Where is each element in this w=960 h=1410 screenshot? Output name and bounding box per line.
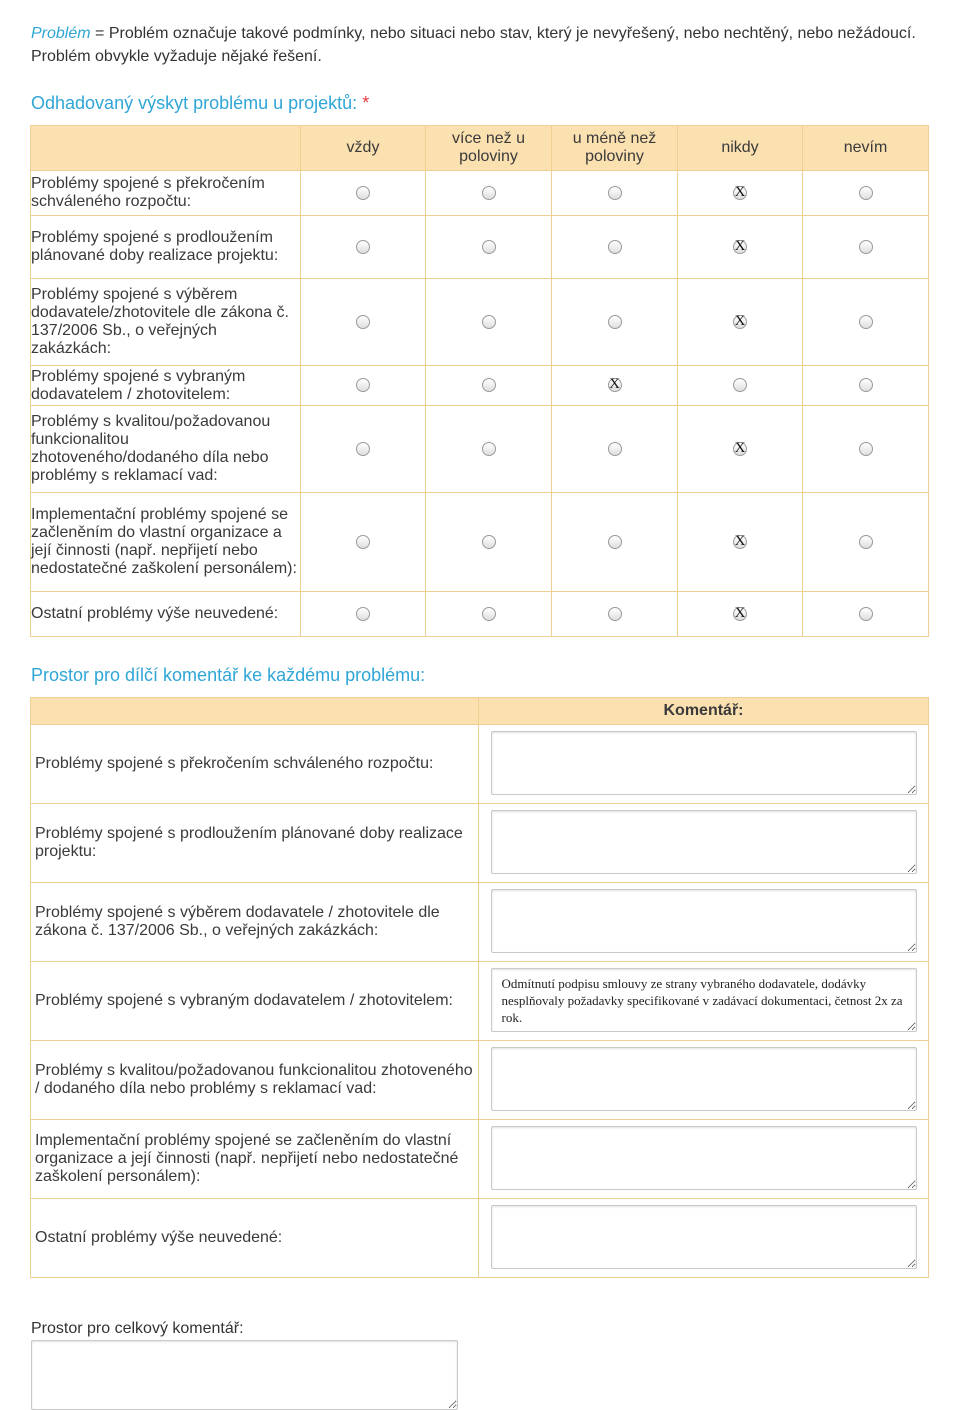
occurrence-header-row <box>31 126 929 171</box>
column-header: více než u poloviny <box>426 126 552 171</box>
comment-input-cell <box>479 883 929 962</box>
overall-comment-label: Prostor pro celkový komentář: <box>31 1320 244 1337</box>
radio-button[interactable] <box>859 186 873 200</box>
occurrence-table <box>30 125 929 637</box>
occurrence-option-cell <box>803 406 929 493</box>
comment-row <box>31 804 929 883</box>
comment-textarea[interactable] <box>491 968 917 1032</box>
column-header: nevím <box>803 126 929 171</box>
occurrence-row-label: Problémy spojené s výběrem dodavatele/zhotovitele dle zákona č. 137/2006 Sb., o veřejných zakázkách: <box>31 279 301 366</box>
comment-textarea[interactable] <box>491 1126 917 1190</box>
occurrence-option-cell <box>678 592 803 637</box>
occurrence-row-label: Ostatní problémy výše neuvedené: <box>31 592 301 637</box>
comment-textarea[interactable] <box>491 1047 917 1111</box>
comment-row <box>31 1199 929 1278</box>
occurrence-option-cell <box>426 279 552 366</box>
comment-row-label: Implementační problémy spojené se začleněním do vlastní organizace a její činnosti (např. nepřijetí nebo nedostatečné zaškolení personálem): <box>31 1120 479 1199</box>
column-header: vždy <box>301 126 426 171</box>
radio-button[interactable] <box>482 607 496 621</box>
occurrence-header-blank <box>31 126 301 171</box>
comment-row <box>31 883 929 962</box>
comments-header-row <box>31 698 929 725</box>
comment-row <box>31 725 929 804</box>
occurrence-option-cell <box>301 279 426 366</box>
comments-table <box>30 697 929 1278</box>
comment-textarea[interactable] <box>491 889 917 953</box>
occurrence-option-cell <box>552 406 678 493</box>
occurrence-title <box>31 93 369 114</box>
occurrence-option-cell <box>301 366 426 406</box>
occurrence-option-cell <box>803 171 929 216</box>
radio-selected[interactable] <box>733 186 747 200</box>
occurrence-option-cell <box>301 493 426 592</box>
occurrence-option-cell <box>678 366 803 406</box>
occurrence-option-cell <box>803 279 929 366</box>
occurrence-option-cell <box>552 366 678 406</box>
radio-button[interactable] <box>356 315 370 329</box>
radio-selected[interactable] <box>733 240 747 254</box>
intro-paragraph <box>31 22 921 68</box>
comment-row <box>31 1041 929 1120</box>
comment-input-cell <box>479 1120 929 1199</box>
comment-input-cell <box>479 1199 929 1278</box>
overall-comment-textarea[interactable] <box>31 1340 458 1410</box>
occurrence-option-cell <box>803 493 929 592</box>
occurrence-option-cell <box>678 493 803 592</box>
occurrence-option-cell <box>552 279 678 366</box>
radio-button[interactable] <box>859 607 873 621</box>
comment-textarea[interactable] <box>491 731 917 795</box>
intro-keyword: Problém <box>31 25 91 42</box>
comments-header-blank <box>31 698 479 725</box>
comment-row <box>31 962 929 1041</box>
comment-row-label: Problémy spojené s překročením schváleného rozpočtu: <box>31 725 479 804</box>
comment-input-cell <box>479 804 929 883</box>
occurrence-option-cell <box>301 592 426 637</box>
radio-selected[interactable] <box>608 378 622 392</box>
occurrence-option-cell <box>803 592 929 637</box>
occurrence-row-label: Problémy spojené s prodloužením plánované doby realizace projektu: <box>31 216 301 279</box>
occurrence-option-cell <box>426 493 552 592</box>
radio-button[interactable] <box>356 535 370 549</box>
comment-textarea[interactable] <box>491 1205 917 1269</box>
occurrence-option-cell <box>678 171 803 216</box>
occurrence-row <box>31 366 929 406</box>
radio-selected[interactable] <box>733 315 747 329</box>
occurrence-option-cell <box>426 171 552 216</box>
radio-button[interactable] <box>608 315 622 329</box>
radio-button[interactable] <box>608 535 622 549</box>
intro-text: = Problém označuje takové podmínky, nebo situaci nebo stav, který je nevyřešený, nebo nechtěný, nebo nežádoucí. Problém obvykle vyžaduje nějaké řešení. <box>31 25 916 65</box>
radio-button[interactable] <box>608 442 622 456</box>
radio-button[interactable] <box>859 442 873 456</box>
radio-selected[interactable] <box>733 607 747 621</box>
comment-row-label: Problémy spojené s výběrem dodavatele / zhotovitele dle zákona č. 137/2006 Sb., o veřejných zakázkách: <box>31 883 479 962</box>
occurrence-row-label: Problémy spojené s vybraným dodavatelem / zhotovitelem: <box>31 366 301 406</box>
radio-selected[interactable] <box>733 535 747 549</box>
comment-input-cell <box>479 962 929 1041</box>
occurrence-option-cell <box>678 406 803 493</box>
comment-input-cell <box>479 725 929 804</box>
radio-button[interactable] <box>356 240 370 254</box>
column-header: nikdy <box>678 126 803 171</box>
occurrence-row <box>31 406 929 493</box>
occurrence-option-cell <box>426 592 552 637</box>
radio-button[interactable] <box>608 186 622 200</box>
occurrence-option-cell <box>301 406 426 493</box>
comments-title: Prostor pro dílčí komentář ke každému problému: <box>31 665 426 685</box>
radio-button[interactable] <box>859 240 873 254</box>
occurrence-option-cell <box>426 366 552 406</box>
occurrence-option-cell <box>552 592 678 637</box>
comment-input-cell <box>479 1041 929 1120</box>
occurrence-option-cell <box>678 279 803 366</box>
occurrence-row-label: Problémy s kvalitou/požadovanou funkcionalitou zhotoveného/dodaného díla nebo problémy s reklamací vad: <box>31 406 301 493</box>
radio-button[interactable] <box>482 442 496 456</box>
occurrence-row <box>31 171 929 216</box>
required-mark: * <box>362 93 370 113</box>
comment-row-label: Problémy s kvalitou/požadovanou funkcionalitou zhotoveného / dodaného díla nebo problémy s reklamací vad: <box>31 1041 479 1120</box>
radio-button[interactable] <box>482 315 496 329</box>
radio-button[interactable] <box>356 607 370 621</box>
comment-column-header: Komentář: <box>479 698 929 725</box>
occurrence-option-cell <box>426 216 552 279</box>
comment-row-label: Problémy spojené s vybraným dodavatelem / zhotovitelem: <box>31 962 479 1041</box>
comment-row <box>31 1120 929 1199</box>
radio-button[interactable] <box>356 442 370 456</box>
occurrence-option-cell <box>803 216 929 279</box>
radio-button[interactable] <box>482 186 496 200</box>
radio-button[interactable] <box>608 607 622 621</box>
occurrence-option-cell <box>301 171 426 216</box>
occurrence-option-cell <box>552 493 678 592</box>
occurrence-row <box>31 216 929 279</box>
radio-button[interactable] <box>482 240 496 254</box>
radio-selected[interactable] <box>733 442 747 456</box>
radio-button[interactable] <box>859 535 873 549</box>
radio-button[interactable] <box>356 186 370 200</box>
radio-button[interactable] <box>859 315 873 329</box>
radio-button[interactable] <box>608 240 622 254</box>
occurrence-option-cell <box>301 216 426 279</box>
comment-row-label: Problémy spojené s prodloužením plánované doby realizace projektu: <box>31 804 479 883</box>
radio-button[interactable] <box>482 378 496 392</box>
column-header: u méně než poloviny <box>552 126 678 171</box>
occurrence-option-cell <box>552 216 678 279</box>
occurrence-row <box>31 493 929 592</box>
occurrence-row-label: Problémy spojené s překročením schváleného rozpočtu: <box>31 171 301 216</box>
occurrence-option-cell <box>552 171 678 216</box>
occurrence-row <box>31 279 929 366</box>
occurrence-option-cell <box>426 406 552 493</box>
occurrence-title-text: Odhadovaný výskyt problému u projektů: <box>31 93 358 113</box>
comment-textarea[interactable] <box>491 810 917 874</box>
radio-button[interactable] <box>482 535 496 549</box>
occurrence-row <box>31 592 929 637</box>
comment-row-label: Ostatní problémy výše neuvedené: <box>31 1199 479 1278</box>
radio-button[interactable] <box>733 378 747 392</box>
occurrence-row-label: Implementační problémy spojené se začleněním do vlastní organizace a její činnosti (např. nepřijetí nebo nedostatečné zaškolení personálem): <box>31 493 301 592</box>
occurrence-option-cell <box>678 216 803 279</box>
radio-button[interactable] <box>859 378 873 392</box>
occurrence-option-cell <box>803 366 929 406</box>
radio-button[interactable] <box>356 378 370 392</box>
